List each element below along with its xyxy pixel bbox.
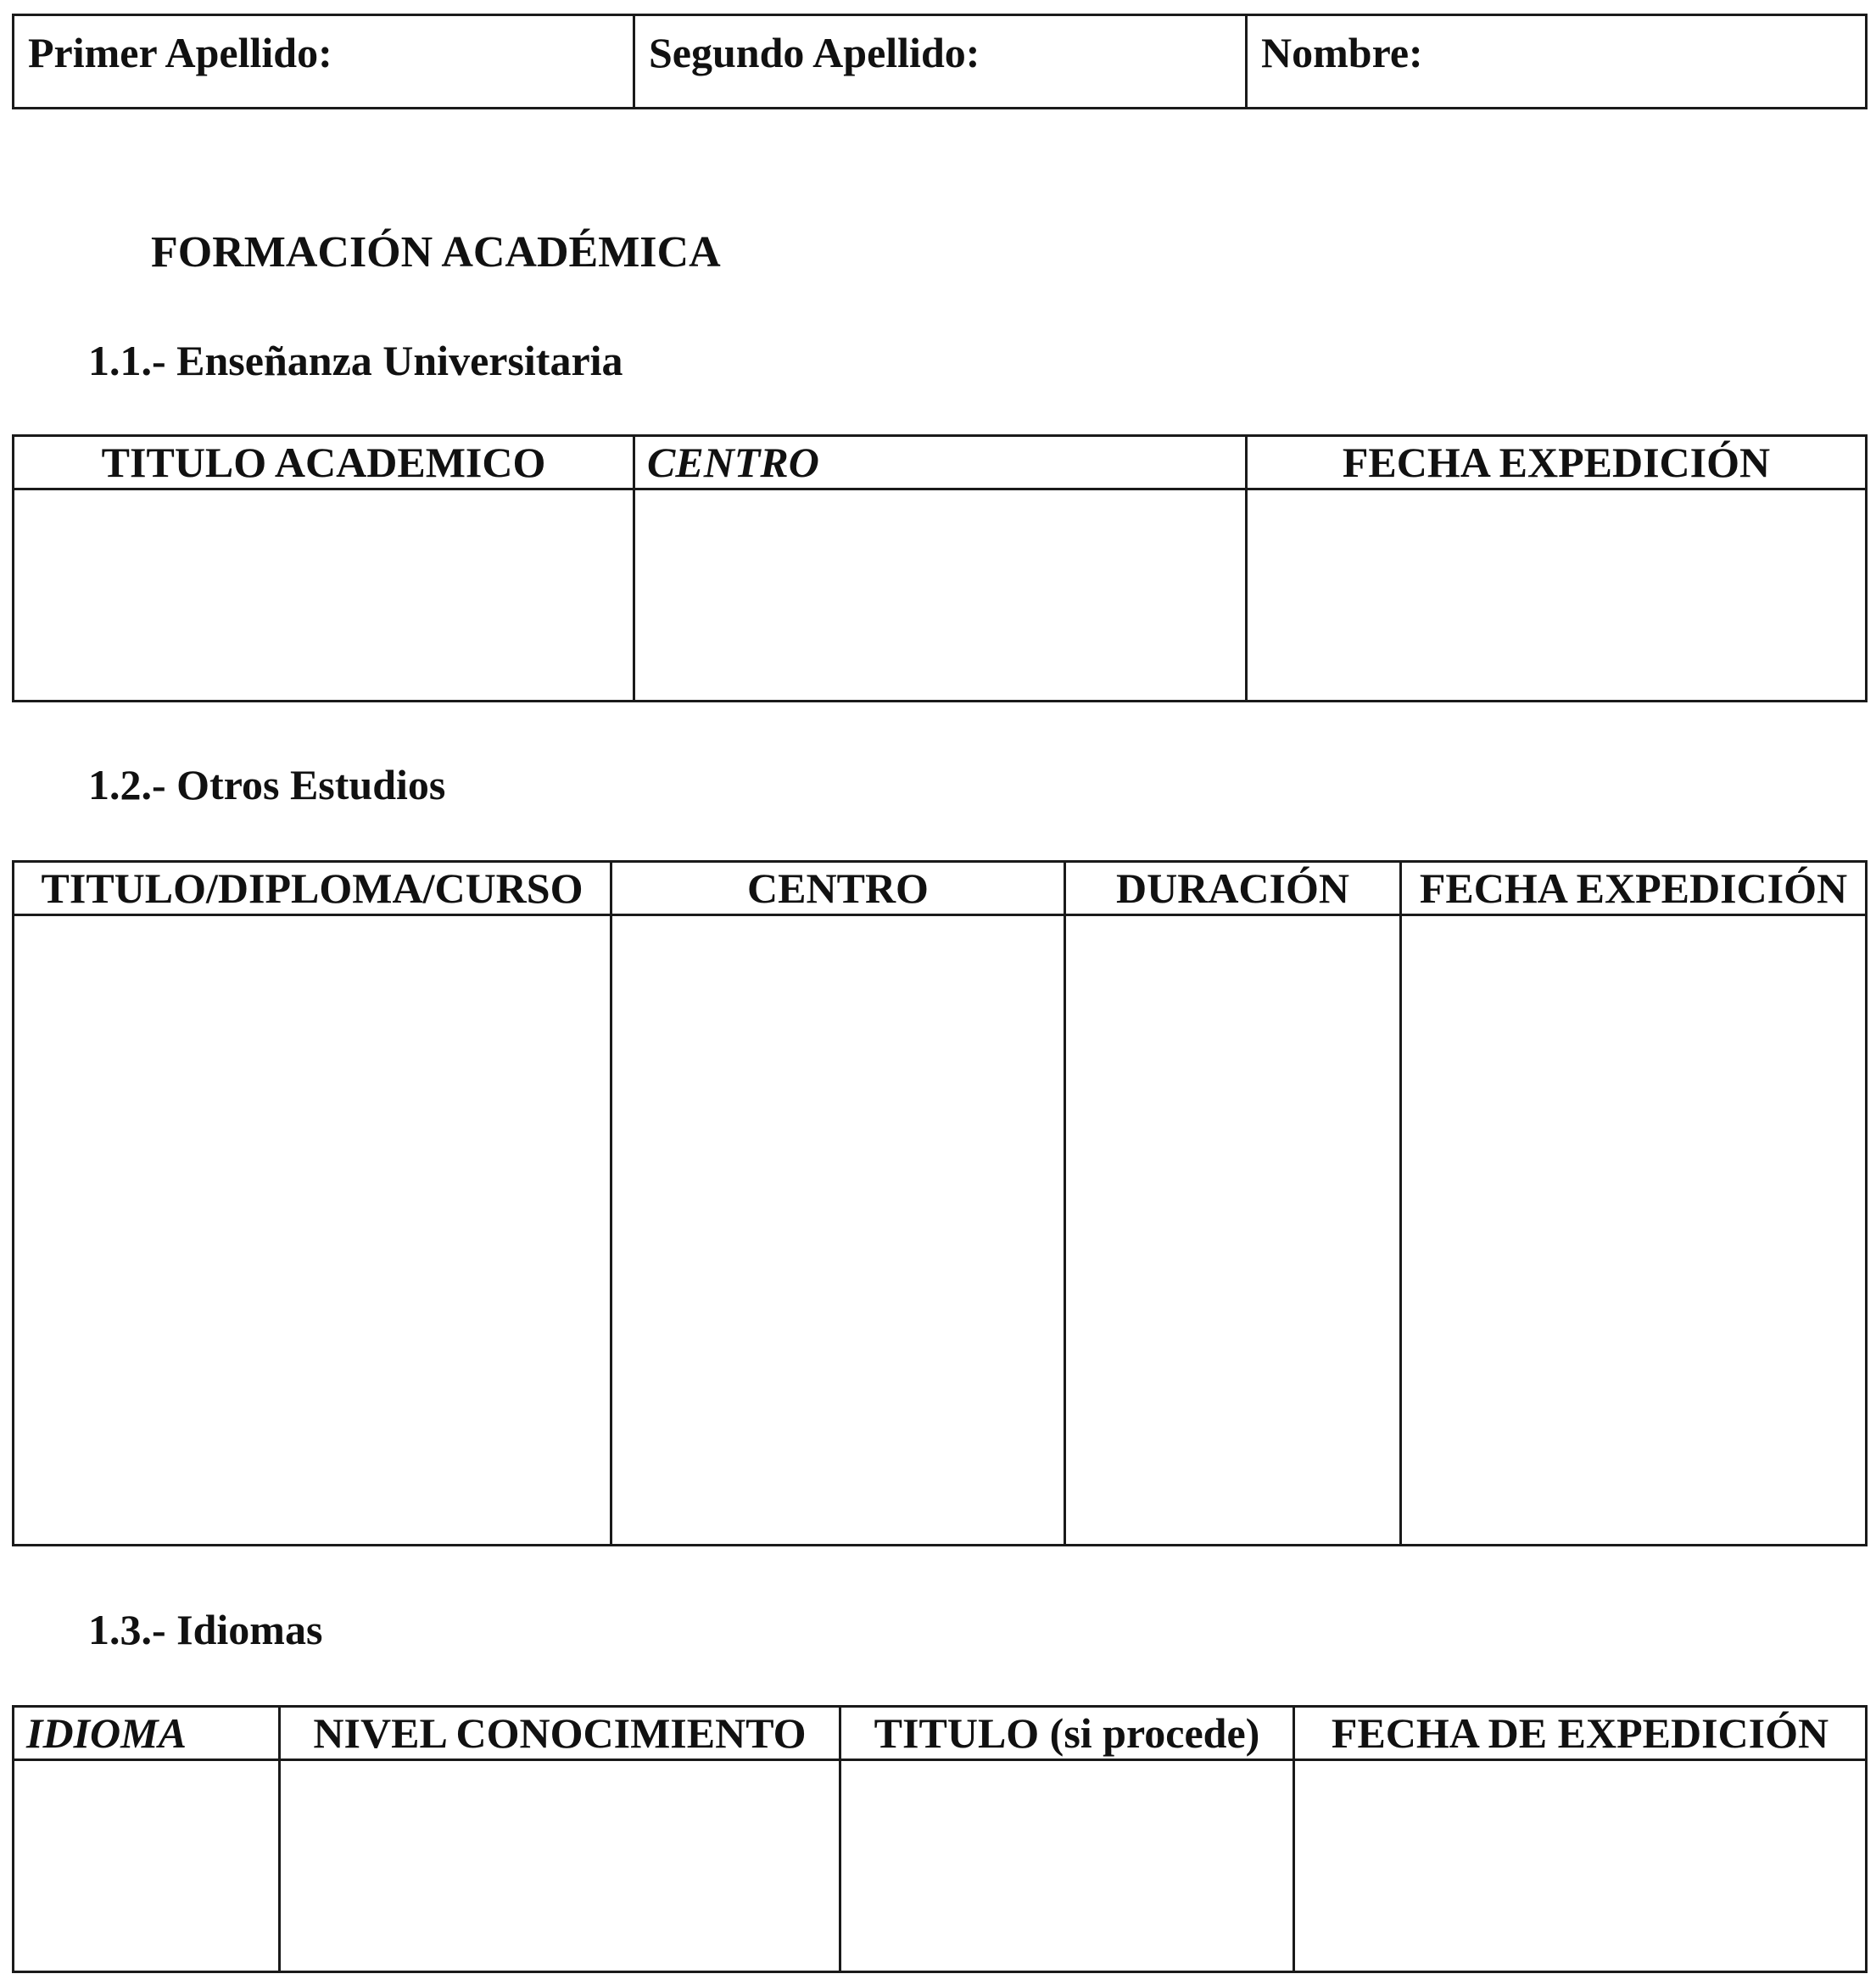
otros-estudios-table [12,860,1868,1546]
personal-name-table [12,14,1868,109]
universitaria-title: 1.1.- Enseñanza Universitaria [88,337,623,384]
primer-apellido-field[interactable] [14,15,634,109]
centro-cell[interactable] [611,915,1065,1546]
idiomas-table [12,1705,1868,1973]
fecha-expedicion-cell[interactable] [1401,915,1867,1546]
otros-estudios-title: 1.2.- Otros Estudios [88,761,446,808]
nombre-label: Nombre: [1261,29,1423,76]
nivel-conocimiento-cell[interactable] [280,1760,840,1972]
titulo-diploma-curso-cell[interactable] [14,915,611,1546]
column-header-fecha-expedicion: FECHA EXPEDICIÓN [1401,862,1867,915]
column-header-centro: CENTRO [634,436,1247,489]
column-header-fecha-de-expedicion: FECHA DE EXPEDICIÓN [1294,1707,1867,1760]
column-header-idioma: IDIOMA [14,1707,280,1760]
column-header-titulo-si-procede: TITULO (si procede) [840,1707,1294,1760]
segundo-apellido-label: Segundo Apellido: [649,29,980,76]
universitaria-table [12,434,1868,702]
fecha-de-expedicion-cell[interactable] [1294,1760,1867,1972]
idiomas-title: 1.3.- Idiomas [88,1606,323,1653]
titulo-si-procede-cell[interactable] [840,1760,1294,1972]
column-header-duracion: DURACIÓN [1065,862,1401,915]
column-header-centro: CENTRO [611,862,1065,915]
column-header-titulo-diploma-curso: TITULO/DIPLOMA/CURSO [14,862,611,915]
segundo-apellido-field[interactable] [634,15,1247,109]
section-title: FORMACIÓN ACADÉMICA [151,228,721,277]
column-header-titulo-academico: TITULO ACADEMICO [14,436,634,489]
column-header-fecha-expedicion: FECHA EXPEDICIÓN [1247,436,1867,489]
duracion-cell[interactable] [1065,915,1401,1546]
primer-apellido-label: Primer Apellido: [28,29,332,76]
column-header-nivel-conocimiento: NIVEL CONOCIMIENTO [280,1707,840,1760]
nombre-field[interactable] [1247,15,1867,109]
idioma-cell[interactable] [14,1760,280,1972]
centro-cell[interactable] [634,489,1247,702]
fecha-expedicion-cell[interactable] [1247,489,1867,702]
titulo-academico-cell[interactable] [14,489,634,702]
